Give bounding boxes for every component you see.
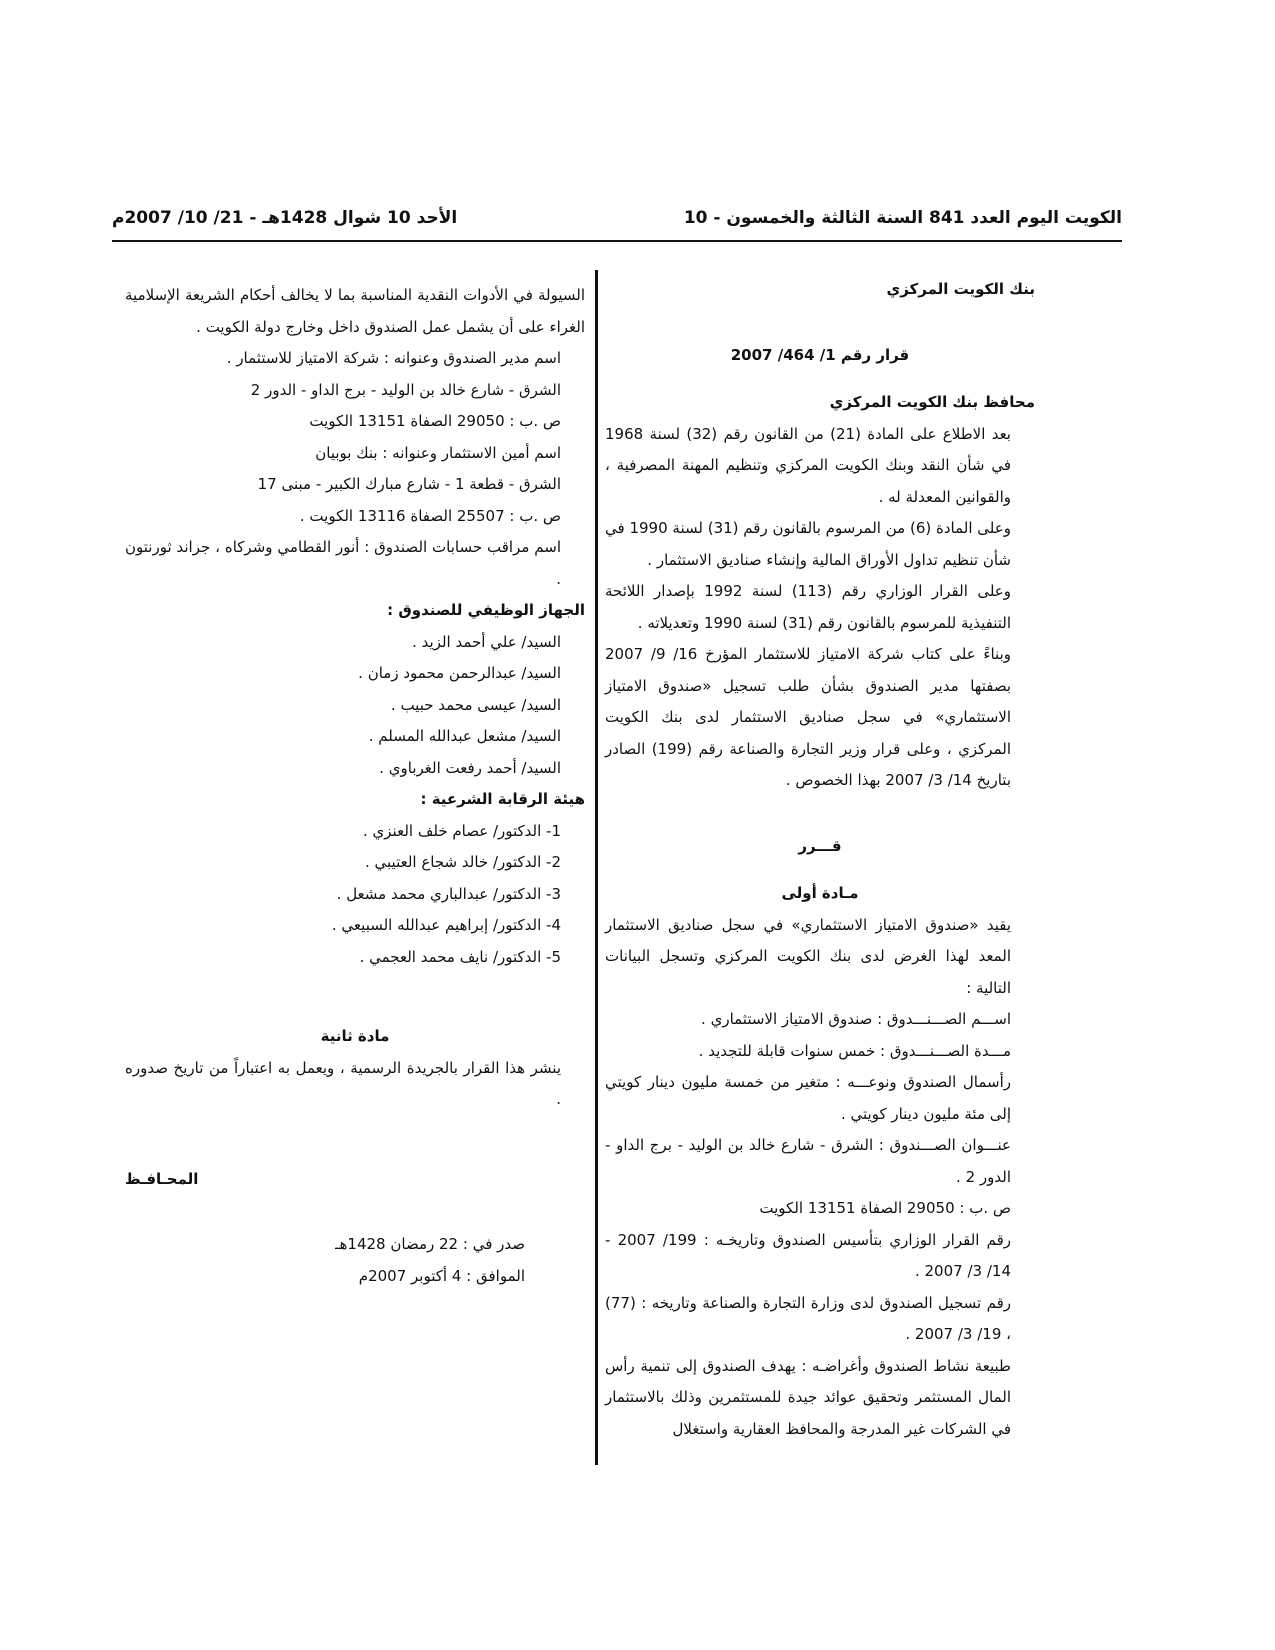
fund-nature: طبيعة نشاط الصندوق وأغراضـه : يهدف الصندوق إلى تنمية رأس المال المستثمر وتحقيق عوائد جيدة للمستثمرين وذلك بالاستثمار في الشركات غير المدرجة والمحافظ العقارية واستغلال [605, 1356, 1011, 1438]
sharia-member: 2- الدكتور/ خالد شجاع العتيبي . [364, 853, 561, 871]
custodian-pobox: ص .ب : 25507 الصفاة 13116 الكويت . [299, 506, 561, 525]
registration: رقم تسجيل الصندوق لدى وزارة التجارة والصناعة وتاريخه : (77) ، 19/ 3/ 2007 . [605, 1293, 1011, 1343]
nature-continuation: السيولة في الأدوات النقدية المناسبة بما لا يخالف أحكام الشريعة الإسلامية الغراء على أن يشمل عمل الصندوق داخل وخارج دولة الكويت . [125, 286, 585, 336]
decision-title: قرار رقم 1/ 464/ 2007 [730, 345, 910, 364]
article-1-intro: يقيد «صندوق الامتياز الاستثماري» في سجل صناديق الاستثمار المعد لهذا الغرض لدى بنك الكويت المركزي وتسجل البيانات التالية : [605, 915, 1011, 997]
custodian-name: اسم أمين الاستثمار وعنوانه : بنك بوبيان [315, 443, 561, 462]
sharia-member: 4- الدكتور/ إبراهيم عبدالله السبيعي . [331, 916, 561, 934]
staff-member: السيد/ علي أحمد الزيد . [412, 632, 561, 651]
staff-member: السيد/ عبدالرحمن محمود زمان . [358, 664, 561, 682]
left-column [125, 280, 585, 1292]
page-header [112, 208, 1122, 240]
preamble-2: وعلى المادة (6) من المرسوم بالقانون رقم (31) لسنة 1990 في شأن تنظيم تداول الأوراق المالية وإنشاء صناديق الاستثمار . [605, 519, 1011, 569]
sharia-member: 1- الدكتور/ عصام خلف العنزي . [363, 821, 561, 840]
staff-title: الجهاز الوظيفي للصندوق : [387, 601, 585, 619]
article-2-title: مادة ثانية [320, 1027, 390, 1045]
governor-signature: المحـافـظ [125, 1169, 199, 1188]
manager-name: اسم مدير الصندوق وعنوانه : شركة الامتياز للاستثمار . [226, 349, 561, 367]
sharia-member: 3- الدكتور/ عبدالباري محمد مشعل . [336, 884, 561, 903]
fund-name: اســـم الصـــنـــدوق : صندوق الامتياز الاستثماري . [701, 1010, 1011, 1028]
header-date: الأحد 10 شوال 1428هـ - 21/ 10/ 2007م [112, 208, 458, 228]
sharia-title: هيئة الرقابة الشرعية : [420, 790, 585, 808]
sharia-member: 5- الدكتور/ نايف محمد العجمي . [359, 947, 561, 966]
fund-pobox: ص .ب : 29050 الصفاة 13151 الكويت [759, 1199, 1011, 1217]
ministerial-decree: رقم القرار الوزاري بتأسيس الصندوق وتاريخـه : 199/ 2007 - 14/ 3/ 2007 . [605, 1230, 1011, 1280]
authority: محافظ بنك الكويت المركزي [829, 393, 1035, 411]
header-issue-info: الكويت اليوم العدد 841 السنة الثالثة والخمسون - 10 [683, 208, 1122, 228]
preamble-4: وبناءً على كتاب شركة الامتياز للاستثمار المؤرخ 16/ 9/ 2007 بصفتها مدير الصندوق بشأن طلب تسجيل «صندوق الامتياز الاستثماري» في سجل صناديق الاستثمار لدى بنك الكويت المركزي ، وعلى قرار وزير التجارة والصناعة رقم (199) الصادر بتاريخ 14/ 3/ 2007 بهذا الخصوص . [605, 645, 1011, 789]
staff-member: السيد/ أحمد رفعت الغرباوي . [379, 758, 561, 777]
fund-term: مـــدة الصـــنـــدوق : خمس سنوات قابلة للتجديد . [698, 1041, 1011, 1060]
issued-date: صدر في : 22 رمضان 1428هـ [335, 1235, 525, 1253]
right-column [605, 274, 1035, 1445]
preamble-1: بعد الاطلاع على المادة (21) من القانون رقم (32) لسنة 1968 في شأن النقد وبنك الكويت المركزي وتنظيم المهنة المصرفية ، والقوانين المعدلة له . [605, 424, 1011, 506]
issuer-name: بنك الكويت المركزي [886, 280, 1035, 298]
custodian-address: الشرق - قطعة 1 - شارع مبارك الكبير - مبنى 17 [257, 475, 561, 493]
article-2-text: ينشر هذا القرار بالجريدة الرسمية ، ويعمل به اعتباراً من تاريخ صدوره . [125, 1058, 561, 1108]
fund-capital: رأسمال الصندوق ونوعـــه : متغير من خمسة مليون دينار كويتي إلى مئة مليون دينار كويتي . [605, 1073, 1011, 1123]
article-1-title: مـادة أولى [781, 884, 859, 902]
corresponding-date: الموافق : 4 أكتوبر 2007م [358, 1266, 525, 1285]
manager-pobox: ص .ب : 29050 الصفاة 13151 الكويت [309, 412, 561, 430]
auditor: اسم مراقب حسابات الصندوق : أنور القطامي وشركاه ، جراند ثورنتون . [125, 538, 561, 588]
preamble-3: وعلى القرار الوزاري رقم (113) لسنة 1992 بإصدار اللائحة التنفيذية للمرسوم بالقانون رقم (31) لسنة 1990 وتعديلاته . [605, 582, 1011, 632]
fund-address: عنـــوان الصـــندوق : الشرق - شارع خالد بن الوليد - برج الداو - الدور 2 . [605, 1136, 1011, 1186]
manager-address: الشرق - شارع خالد بن الوليد - برج الداو - الدور 2 [250, 380, 561, 399]
staff-member: السيد/ مشعل عبدالله المسلم . [368, 727, 561, 745]
staff-member: السيد/ عيسى محمد حبيب . [390, 695, 561, 714]
column-divider [595, 270, 598, 1465]
decided-heading: قـــرر [798, 836, 842, 855]
header-rule [112, 240, 1122, 242]
